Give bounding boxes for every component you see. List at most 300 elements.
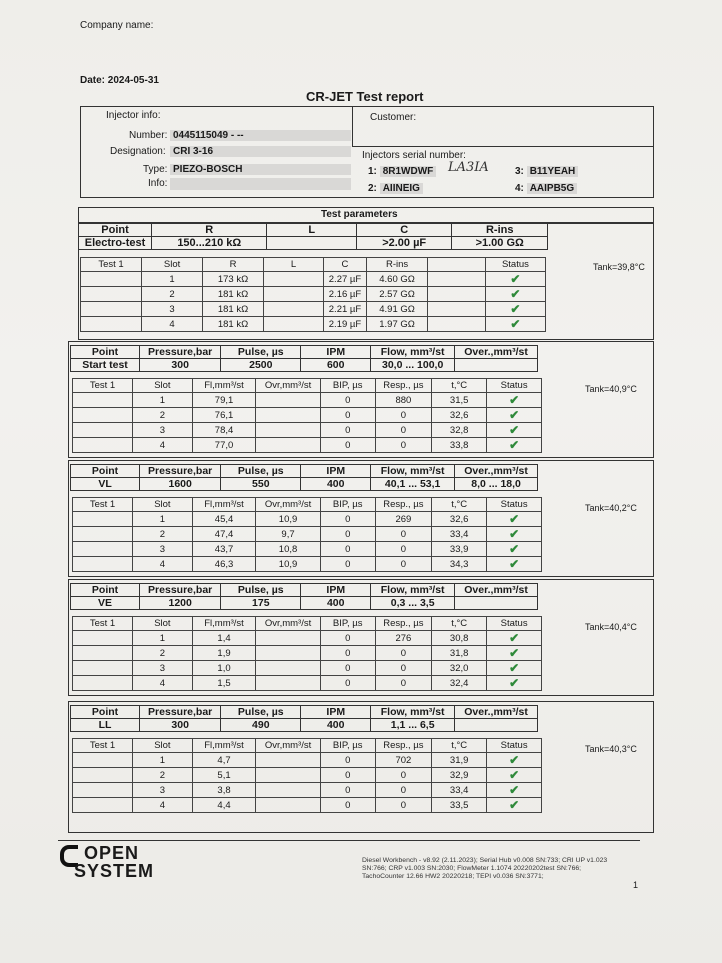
- data-cell: 2: [132, 408, 192, 423]
- column-header: L: [264, 258, 324, 272]
- check-icon: ✔: [487, 542, 542, 557]
- column-header: t,°C: [432, 739, 487, 753]
- column-header: Ovr,mm³/st: [256, 379, 321, 393]
- data-cell: 0: [375, 661, 432, 676]
- test-params-header: [78, 207, 654, 223]
- empty-cell: [73, 798, 133, 813]
- info-label: Info:: [148, 178, 168, 189]
- column-header: R: [203, 258, 264, 272]
- table-row: [73, 542, 542, 557]
- point-header-cell: Pulse, µs: [221, 465, 301, 478]
- empty-cell: [73, 661, 133, 676]
- point-value-cell: 2500: [221, 359, 301, 372]
- point-header-cell: Pressure,bar: [140, 706, 221, 719]
- data-cell: 1: [132, 393, 192, 408]
- point-header-cell: Point: [71, 706, 140, 719]
- company-label: Company name:: [80, 20, 154, 31]
- data-cell: 3: [132, 423, 192, 438]
- data-cell: 32,8: [432, 423, 487, 438]
- data-cell: 1: [132, 631, 192, 646]
- check-icon: ✔: [487, 423, 542, 438]
- column-header: BIP, µs: [320, 739, 375, 753]
- data-cell: 0: [320, 408, 375, 423]
- data-cell: 78,4: [192, 423, 255, 438]
- point-header-cell: L: [267, 224, 356, 237]
- data-cell: 31,9: [432, 753, 487, 768]
- column-header: Fl,mm³/st: [192, 379, 255, 393]
- data-cell: 45,4: [192, 512, 255, 527]
- data-cell: 77,0: [192, 438, 255, 453]
- data-cell: 0: [320, 646, 375, 661]
- tank-temperature: Tank=39,8°C: [593, 262, 645, 272]
- data-cell: 2: [132, 768, 192, 783]
- data-cell: 181 kΩ: [203, 287, 264, 302]
- data-cell: 32,6: [432, 512, 487, 527]
- data-cell: 269: [375, 512, 432, 527]
- type-value: PIEZO-BOSCH: [170, 164, 351, 175]
- data-cell: 0: [375, 557, 432, 572]
- column-header: BIP, µs: [320, 379, 375, 393]
- data-cell: 46,3: [192, 557, 255, 572]
- column-header: Slot: [132, 379, 192, 393]
- column-header: Resp., µs: [375, 379, 432, 393]
- data-cell: 10,8: [256, 542, 321, 557]
- column-header: C: [323, 258, 366, 272]
- point-header-cell: Point: [79, 224, 152, 237]
- data-cell: 3,8: [192, 783, 255, 798]
- data-cell: 0: [320, 393, 375, 408]
- column-header: Ovr,mm³/st: [256, 739, 321, 753]
- data-cell: 2.16 µF: [323, 287, 366, 302]
- point-value-cell: 300: [140, 719, 221, 732]
- column-header: BIP, µs: [320, 498, 375, 512]
- empty-cell: [73, 542, 133, 557]
- tank-temperature: Tank=40,2°C: [585, 503, 637, 513]
- data-cell: 4,4: [192, 798, 255, 813]
- table-row: [71, 597, 538, 610]
- table-row: [73, 661, 542, 676]
- data-cell: 32,9: [432, 768, 487, 783]
- column-header: Status: [487, 379, 542, 393]
- point-value-cell: >1.00 GΩ: [452, 237, 548, 250]
- data-cell: 4: [132, 557, 192, 572]
- point-table: [70, 464, 538, 491]
- point-header-cell: Point: [71, 465, 140, 478]
- data-cell: 0: [320, 768, 375, 783]
- data-cell: [256, 798, 321, 813]
- data-cell: 34,3: [432, 557, 487, 572]
- data-cell: 1: [132, 512, 192, 527]
- data-cell: [256, 646, 321, 661]
- empty-cell: [73, 753, 133, 768]
- data-cell: 5,1: [192, 768, 255, 783]
- column-header: Resp., µs: [375, 617, 432, 631]
- point-header-cell: Pressure,bar: [140, 346, 221, 359]
- point-header-cell: IPM: [301, 465, 371, 478]
- table-row: [73, 408, 542, 423]
- data-cell: 0: [375, 423, 432, 438]
- column-header: Ovr,mm³/st: [256, 617, 321, 631]
- data-cell: [256, 768, 321, 783]
- column-header: Fl,mm³/st: [192, 739, 255, 753]
- data-cell: 33,5: [432, 798, 487, 813]
- data-cell: 1: [142, 272, 203, 287]
- column-header: BIP, µs: [320, 617, 375, 631]
- empty-cell: [73, 423, 133, 438]
- empty-cell: [73, 557, 133, 572]
- empty-cell: [73, 527, 133, 542]
- data-cell: 3: [142, 302, 203, 317]
- point-value-cell: VL: [71, 478, 140, 491]
- point-value-cell: 300: [140, 359, 221, 372]
- data-cell: 79,1: [192, 393, 255, 408]
- data-cell: 4: [142, 317, 203, 332]
- tank-temperature: Tank=40,3°C: [585, 744, 637, 754]
- point-header-cell: Point: [71, 584, 140, 597]
- serial-2: 2: AIINEIG: [368, 183, 423, 194]
- data-cell: [256, 393, 321, 408]
- data-cell: [256, 753, 321, 768]
- point-header-cell: IPM: [301, 706, 371, 719]
- point-value-cell: 8,0 ... 18,0: [455, 478, 538, 491]
- results-table: [72, 738, 542, 813]
- data-cell: 0: [320, 438, 375, 453]
- data-cell: 33,4: [432, 527, 487, 542]
- point-header-cell: R: [152, 224, 267, 237]
- handwritten-note: LA3IA: [448, 160, 489, 175]
- results-table: [72, 616, 542, 691]
- column-header: Status: [487, 739, 542, 753]
- data-cell: 0: [375, 408, 432, 423]
- table-row: [73, 798, 542, 813]
- table-row: [71, 584, 538, 597]
- data-cell: 0: [320, 661, 375, 676]
- point-table: [70, 583, 538, 610]
- empty-cell: [73, 646, 133, 661]
- data-cell: 0: [375, 527, 432, 542]
- data-cell: 173 kΩ: [203, 272, 264, 287]
- data-cell: 32,4: [432, 676, 487, 691]
- data-cell: [256, 661, 321, 676]
- data-cell: 4.60 GΩ: [366, 272, 427, 287]
- data-cell: 0: [320, 676, 375, 691]
- point-value-cell: 30,0 ... 100,0: [371, 359, 455, 372]
- data-cell: 1.97 GΩ: [366, 317, 427, 332]
- column-header: Slot: [132, 739, 192, 753]
- check-icon: ✔: [487, 393, 542, 408]
- data-cell: 276: [375, 631, 432, 646]
- data-cell: 702: [375, 753, 432, 768]
- data-cell: 0: [320, 783, 375, 798]
- table-row: [73, 768, 542, 783]
- point-table: [70, 345, 538, 372]
- check-icon: ✔: [487, 557, 542, 572]
- data-cell: 4,7: [192, 753, 255, 768]
- data-cell: 47,4: [192, 527, 255, 542]
- point-value-cell: [455, 719, 538, 732]
- point-value-cell: Start test: [71, 359, 140, 372]
- empty-cell: [73, 631, 133, 646]
- table-row: [73, 617, 542, 631]
- check-icon: ✔: [487, 512, 542, 527]
- point-value-cell: 0,3 ... 3,5: [371, 597, 455, 610]
- data-cell: 43,7: [192, 542, 255, 557]
- type-label: Type:: [143, 164, 168, 175]
- column-header: t,°C: [432, 617, 487, 631]
- column-header: Slot: [142, 258, 203, 272]
- data-cell: 181 kΩ: [203, 317, 264, 332]
- number-value: 0445115049 - --: [170, 130, 351, 141]
- point-value-cell: VE: [71, 597, 140, 610]
- column-header: Resp., µs: [375, 498, 432, 512]
- data-cell: [256, 408, 321, 423]
- table-row: [73, 631, 542, 646]
- column-header: Test 1: [73, 498, 133, 512]
- data-cell: 3: [132, 542, 192, 557]
- data-cell: [256, 423, 321, 438]
- data-cell: 2: [132, 646, 192, 661]
- check-icon: ✔: [487, 646, 542, 661]
- check-icon: ✔: [487, 408, 542, 423]
- data-cell: 4: [132, 438, 192, 453]
- point-value-cell: 175: [221, 597, 301, 610]
- empty-cell: [73, 408, 133, 423]
- data-cell: 2: [142, 287, 203, 302]
- footer-rule: [58, 840, 640, 841]
- column-header: Slot: [132, 498, 192, 512]
- results-table: [72, 497, 542, 572]
- data-cell: 1,4: [192, 631, 255, 646]
- point-value-cell: [455, 359, 538, 372]
- data-cell: [256, 676, 321, 691]
- check-icon: ✔: [485, 272, 545, 287]
- test-params-title: Test parameters: [321, 209, 398, 220]
- table-row: [71, 706, 538, 719]
- data-cell: 10,9: [256, 557, 321, 572]
- point-value-cell: 150...210 kΩ: [152, 237, 267, 250]
- data-cell: 0: [375, 783, 432, 798]
- column-header: R-ins: [366, 258, 427, 272]
- data-cell: 4: [132, 798, 192, 813]
- data-cell: 4.91 GΩ: [366, 302, 427, 317]
- point-value-cell: 490: [221, 719, 301, 732]
- point-value-cell: 40,1 ... 53,1: [371, 478, 455, 491]
- point-header-cell: Pressure,bar: [140, 465, 221, 478]
- table-row: [73, 512, 542, 527]
- data-cell: [256, 438, 321, 453]
- point-header-cell: Pulse, µs: [221, 706, 301, 719]
- point-header-cell: R-ins: [452, 224, 548, 237]
- column-header: Status: [487, 617, 542, 631]
- column-header: Fl,mm³/st: [192, 498, 255, 512]
- check-icon: ✔: [487, 753, 542, 768]
- data-cell: 33,9: [432, 542, 487, 557]
- data-cell: 2.19 µF: [323, 317, 366, 332]
- data-cell: 0: [320, 631, 375, 646]
- point-value-cell: LL: [71, 719, 140, 732]
- point-value-cell: 400: [301, 597, 371, 610]
- point-header-cell: IPM: [301, 346, 371, 359]
- table-row: [73, 676, 542, 691]
- report-title: CR-JET Test report: [306, 89, 424, 104]
- data-cell: 0: [320, 512, 375, 527]
- column-header: t,°C: [432, 379, 487, 393]
- point-value-cell: 1,1 ... 6,5: [371, 719, 455, 732]
- data-cell: 2: [132, 527, 192, 542]
- electro-frame: [78, 223, 654, 340]
- data-cell: 880: [375, 393, 432, 408]
- data-cell: 0: [320, 542, 375, 557]
- check-icon: ✔: [485, 317, 545, 332]
- data-cell: 10,9: [256, 512, 321, 527]
- column-header: Test 1: [73, 379, 133, 393]
- data-cell: 1,9: [192, 646, 255, 661]
- check-icon: ✔: [487, 768, 542, 783]
- data-cell: 0: [375, 646, 432, 661]
- data-cell: 2.27 µF: [323, 272, 366, 287]
- point-header-cell: Over.,mm³/st: [455, 465, 538, 478]
- table-row: [73, 646, 542, 661]
- table-row: [73, 753, 542, 768]
- data-cell: [256, 783, 321, 798]
- column-header: Status: [485, 258, 545, 272]
- check-icon: ✔: [485, 287, 545, 302]
- table-row: [73, 393, 542, 408]
- column-header: Test 1: [73, 739, 133, 753]
- data-cell: 76,1: [192, 408, 255, 423]
- data-cell: 1: [132, 753, 192, 768]
- check-icon: ✔: [487, 676, 542, 691]
- check-icon: ✔: [485, 302, 545, 317]
- point-header-cell: Flow, mm³/st: [371, 706, 455, 719]
- date-label: Date: 2024-05-31: [80, 75, 159, 86]
- check-icon: ✔: [487, 631, 542, 646]
- data-cell: 0: [375, 542, 432, 557]
- data-cell: 4: [132, 676, 192, 691]
- column-header: Fl,mm³/st: [192, 617, 255, 631]
- point-value-cell: 1600: [140, 478, 221, 491]
- point-header-cell: Over.,mm³/st: [455, 584, 538, 597]
- data-cell: 2.57 GΩ: [366, 287, 427, 302]
- point-value-cell: [455, 597, 538, 610]
- point-header-cell: Flow, mm³/st: [371, 584, 455, 597]
- column-header: Slot: [132, 617, 192, 631]
- empty-cell: [73, 676, 133, 691]
- table-row: [73, 557, 542, 572]
- tank-temperature: Tank=40,4°C: [585, 622, 637, 632]
- data-cell: 33,4: [432, 783, 487, 798]
- table-row: [71, 478, 538, 491]
- data-cell: 3: [132, 783, 192, 798]
- data-cell: 1,5: [192, 676, 255, 691]
- results-table: [72, 378, 542, 453]
- number-label: Number:: [129, 130, 168, 141]
- data-cell: 31,5: [432, 393, 487, 408]
- data-cell: 30,8: [432, 631, 487, 646]
- data-cell: 0: [320, 798, 375, 813]
- data-cell: 0: [320, 753, 375, 768]
- column-header: Status: [487, 498, 542, 512]
- point-header-cell: Pulse, µs: [221, 584, 301, 597]
- data-cell: 0: [320, 527, 375, 542]
- serial-4: 4: AAIPB5G: [515, 183, 577, 194]
- page-number: 1: [633, 880, 639, 890]
- point-header-cell: C: [356, 224, 452, 237]
- tank-temperature: Tank=40,9°C: [585, 384, 637, 394]
- point-value-cell: 400: [301, 478, 371, 491]
- customer-label: Customer:: [370, 112, 417, 123]
- point-value-cell: 550: [221, 478, 301, 491]
- table-row: [71, 465, 538, 478]
- empty-cell: [73, 768, 133, 783]
- point-header-cell: Pressure,bar: [140, 584, 221, 597]
- table-row: [73, 438, 542, 453]
- data-cell: 0: [375, 438, 432, 453]
- table-row: [71, 346, 538, 359]
- table-row: [73, 739, 542, 753]
- data-cell: 32,6: [432, 408, 487, 423]
- data-cell: 0: [320, 557, 375, 572]
- document-page: Company name: Date: 2024-05-31 CR-JET Test report Injector info: Customer: Number: 0445115049 - -- Designation: CRI 3-16 Type: PIEZO-BOSCH Info: Injectors serial number: 1: 8R1WDWF LA3IA 3: B11YEAH 2: AIINEIG 4: AAIPB5G Test parameters Point R L C R-ins Electro-test 150...210 kΩ >2.00 µF >1.00 GΩ Test 1 Slot R L C R-ins Status 1 173 kΩ 2.27 µF 4.60 GΩ ✔ 2 181 kΩ 2.16 µF 2.57 GΩ ✔ 3 181 kΩ 2.21 µF 4.91 GΩ ✔ 4 181 kΩ 2.19 µF 1.97 GΩ ✔ Tank=39,8°C Point Pressure,bar Pulse, µs IPM Flow, mm³/st Over.,mm³/st Start test 300 2500 600 30,0 ... 100,0 Test 1 Slot Fl,mm³/st Ovr,mm³/st BIP, µs Resp., µs t,°C Status 1 79,1 0 880 31,5 ✔ 2 76,1 0 0 32,6 ✔ 3 78,4 0 0 32,8 ✔ 4 77,0 0 0 33,8 ✔ Tank=40,9°C Point Pressure,bar Pulse, µs IPM Flow, mm³/st Over.,mm³/st VL 1600 550 400 40,1 ... 53,1 8,0 ... 18,0 Test 1 Slot Fl,mm³/st Ovr,mm³/st BIP, µs Resp., µs t,°C Status 1 45,4 10,9 0 269 32,6 ✔ 2 47,4 9,7 0 0 33,4 ✔ 3 43,7 10,8 0 0 33,9 ✔ 4 46,3 10,9 0 0 34,3 ✔ Tank=40,2°C Point Pressure,bar Pulse, µs IPM Flow, mm³/st Over.,mm³/st VE 1200 175 400 0,3 ... 3,5 Test 1 Slot Fl,mm³/st Ovr,mm³/st BIP, µs Resp., µs t,°C Status 1 1,4 0 276 30,8 ✔ 2 1,9 0 0 31,8 ✔ 3 1,0 0 0 32,0 ✔ 4 1,5 0 0 32,4 ✔ Tank=40,4°C Point Pressure,bar Pulse, µs IPM Flow, mm³/st Over.,mm³/st LL 300 490 400 1,1 ... 6,5 Test 1 Slot Fl,mm³/st Ovr,mm³/st BIP, µs Resp., µs t,°C Status 1 4,7 0 702 31,9 ✔ 2 5,1 0 0 32,9 ✔ 3 3,8 0 0 33,4 ✔ 4 4,4 0 0 33,5 ✔ Tank=40,3°C OPEN SYSTEM Diesel Workbench - v8.92 (2.11.2023); Serial Hub v0.008 SN:733; CRI UP v1.023 SN:766; CRP v1.003 SN:2030; FlowMeter 1.1074 20220202test SN:766; TachoCounter 12.66 HW2 20220218; TEPI v0.036 SN:3771; 1: [0, 0, 722, 963]
- table-row: [71, 359, 538, 372]
- point-header-cell: Flow, mm³/st: [371, 465, 455, 478]
- empty-cell: [73, 512, 133, 527]
- data-cell: 3: [132, 661, 192, 676]
- data-cell: 181 kΩ: [203, 302, 264, 317]
- empty-cell: [73, 393, 133, 408]
- designation-label: Designation:: [110, 146, 166, 157]
- check-icon: ✔: [487, 661, 542, 676]
- empty-cell: [73, 438, 133, 453]
- point-header-cell: Over.,mm³/st: [455, 346, 538, 359]
- point-header-cell: Pulse, µs: [221, 346, 301, 359]
- data-cell: 9,7: [256, 527, 321, 542]
- point-header-cell: Over.,mm³/st: [455, 706, 538, 719]
- table-row: [73, 423, 542, 438]
- point-value-cell: >2.00 µF: [356, 237, 452, 250]
- point-value-cell: Electro-test: [79, 237, 152, 250]
- check-icon: ✔: [487, 438, 542, 453]
- info-value: [170, 178, 351, 190]
- data-cell: 0: [320, 423, 375, 438]
- point-value-cell: 1200: [140, 597, 221, 610]
- table-row: [73, 527, 542, 542]
- column-header: Resp., µs: [375, 739, 432, 753]
- data-cell: 2.21 µF: [323, 302, 366, 317]
- point-value-cell: 400: [301, 719, 371, 732]
- point-table: [70, 705, 538, 732]
- point-header-cell: IPM: [301, 584, 371, 597]
- data-cell: 33,8: [432, 438, 487, 453]
- table-row: [73, 783, 542, 798]
- data-cell: 0: [375, 768, 432, 783]
- info-divider: [352, 106, 353, 146]
- column-header: Test 1: [81, 258, 142, 272]
- data-cell: 31,8: [432, 646, 487, 661]
- point-header-cell: Point: [71, 346, 140, 359]
- serial-3: 3: B11YEAH: [515, 166, 578, 177]
- check-icon: ✔: [487, 527, 542, 542]
- serial-1: 1: 8R1WDWF: [368, 166, 436, 177]
- data-cell: 0: [375, 798, 432, 813]
- column-header: Ovr,mm³/st: [256, 498, 321, 512]
- footer-info: Diesel Workbench - v8.92 (2.11.2023); Serial Hub v0.008 SN:733; CRI UP v1.023 SN:766; CRP v1.003 SN:2030; FlowMeter 1.1074 20220202test SN:766; TachoCounter 12.66 HW2 20220218; TEPI v0.036 SN:3771;: [362, 857, 608, 880]
- info-divider-h: [352, 146, 654, 147]
- check-icon: ✔: [487, 798, 542, 813]
- data-cell: 0: [375, 676, 432, 691]
- column-header: Test 1: [73, 617, 133, 631]
- empty-cell: [73, 783, 133, 798]
